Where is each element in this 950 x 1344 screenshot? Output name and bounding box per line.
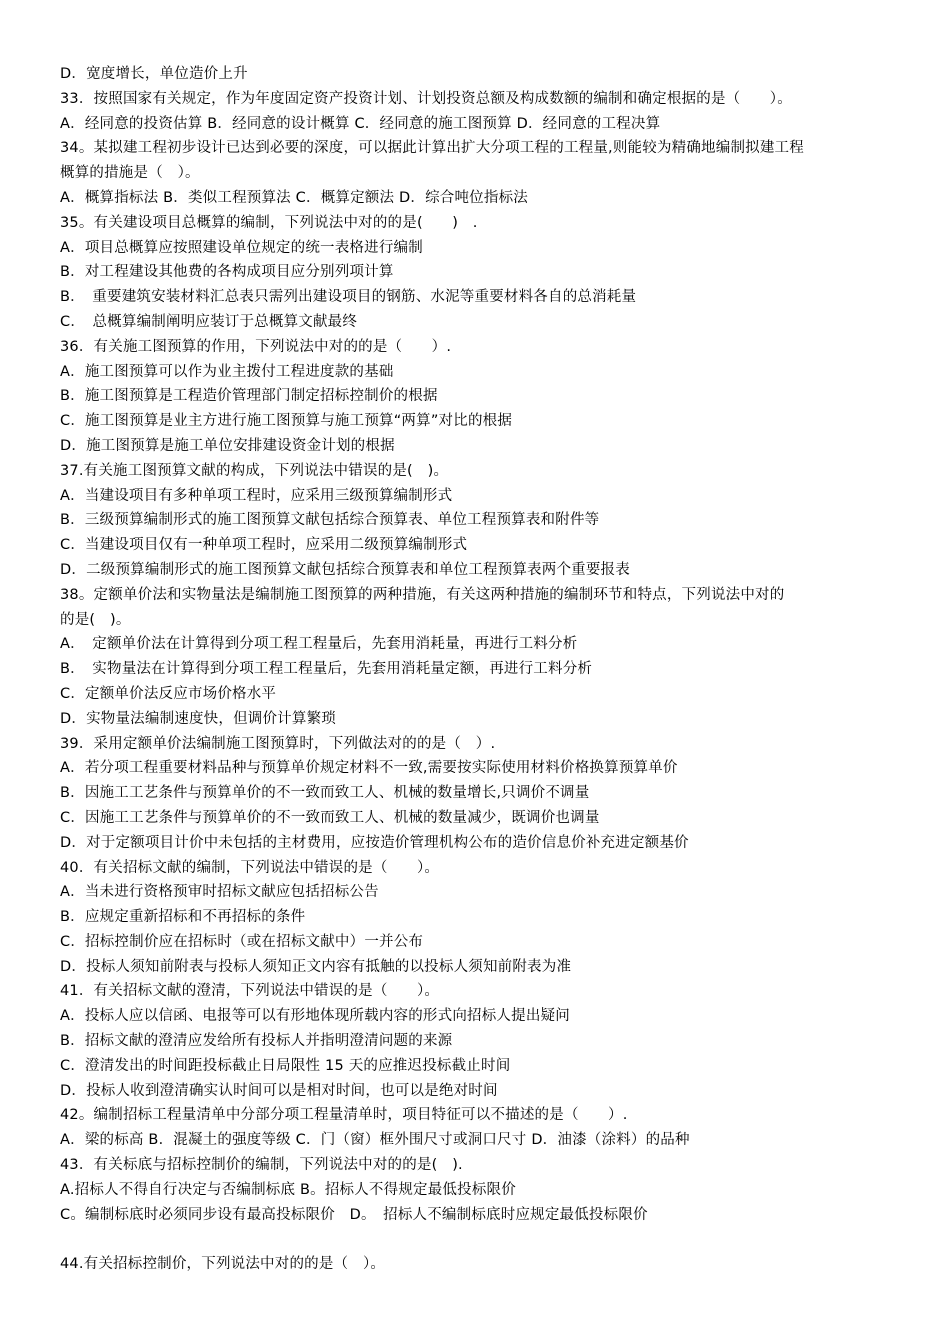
- text-line: A．投标人应以信函、电报等可以有形地体现所载内容的形式向招标人提出疑问: [60, 1008, 570, 1025]
- text-line: B． 实物量法在计算得到分项工程工程量后，先套用消耗量定额，再进行工料分析: [60, 661, 593, 678]
- question-text-block: [60, 62, 900, 1277]
- text-line: C．澄清发出的时间距投标截止日局限性 15 天的应推迟投标截止时间: [60, 1057, 511, 1074]
- text-line: A．经同意的投资估算 B．经同意的设计概算 C．经同意的施工图预算 D．经同意的工程决算: [60, 115, 661, 132]
- text-line: 42。编制招标工程量清单中分部分项工程量清单时，项目特征可以不描述的是（ ）.: [60, 1107, 628, 1124]
- text-line: D．施工图预算是施工单位安排建设资金计划的根据: [60, 437, 395, 454]
- text-line: 36．有关施工图预算的作用，下列说法中对的的是（ ）.: [60, 338, 452, 355]
- text-line: B．招标文献的澄清应发给所有投标人并指明澄清问题的来源: [60, 1033, 453, 1050]
- text-line: B．对工程建设其他费的各构成项目应分别列项计算: [60, 264, 394, 281]
- text-line: 39．采用定额单价法编制施工图预算时，下列做法对的的是（ ）.: [60, 735, 496, 752]
- text-line: C．当建设项目仅有一种单项工程时，应采用二级预算编制形式: [60, 537, 468, 554]
- text-line: A.招标人不得自行决定与否编制标底 B。招标人不得规定最低投标限价: [60, 1181, 516, 1198]
- text-line: 40．有关招标文献的编制，下列说法中错误的是（ ）。: [60, 859, 440, 876]
- text-line: B．施工图预算是工程造价管理部门制定招标控制价的根据: [60, 388, 438, 405]
- text-line: 41．有关招标文献的澄清，下列说法中错误的是（ ）。: [60, 983, 440, 1000]
- text-line: A．当建设项目有多种单项工程时，应采用三级预算编制形式: [60, 487, 453, 504]
- text-line: A．施工图预算可以作为业主拨付工程进度款的基础: [60, 363, 394, 380]
- text-line: A．若分项工程重要材料品种与预算单价规定材料不一致,需要按实际使用材料价格换算预算单价: [60, 760, 678, 777]
- text-line: A．概算指标法 B．类似工程预算法 C．概算定额法 D．综合吨位指标法: [60, 189, 528, 206]
- text-line: B．三级预算编制形式的施工图预算文献包括综合预算表、单位工程预算表和附件等: [60, 512, 600, 529]
- text-line: B． 重要建筑安装材料汇总表只需列出建设项目的钢筋、水泥等重要材料各自的总消耗量: [60, 289, 637, 306]
- text-line: C．招标控制价应在招标时（或在招标文献中）一并公布: [60, 933, 424, 950]
- text-line: D．宽度增长，单位造价上升: [60, 66, 248, 82]
- text-line: D．二级预算编制形式的施工图预算文献包括综合预算表和单位工程预算表两个重要报表: [60, 561, 630, 578]
- text-line: D．投标人须知前附表与投标人须知正文内容有抵触的以投标人须知前附表为准: [60, 958, 572, 975]
- text-line: C。编制标底时必须同步设有最高投标限价 D。 招标人不编制标底时应规定最低投标限价: [60, 1206, 648, 1223]
- text-line: 概算的措施是（ ）。: [60, 165, 200, 182]
- text-line: 43．有关标底与招标控制价的编制，下列说法中对的的是( ).: [60, 1157, 463, 1174]
- text-line: A． 定额单价法在计算得到分项工程工程量后，先套用消耗量，再进行工料分析: [60, 636, 578, 653]
- text-line: D．实物量法编制速度快，但调价计算繁琐: [60, 710, 336, 727]
- text-line: 44.有关招标控制价，下列说法中对的的是（ ）。: [60, 1256, 386, 1273]
- text-line: 的是( )。: [60, 611, 131, 628]
- text-line: 34。某拟建工程初步设计已达到必要的深度，可以据此计算出扩大分项工程的工程量,则能较为精确地编制拟建工程: [60, 140, 804, 157]
- text-line: A．当未进行资格预审时招标文献应包括招标公告: [60, 884, 379, 901]
- text-line: A．梁的标高 B．混凝土的强度等级 C．门（窗）框外围尺寸或洞口尺寸 D．油漆（涂料）的品种: [60, 1132, 690, 1149]
- text-line: C．定额单价法反应市场价格水平: [60, 685, 277, 702]
- text-line: C．施工图预算是业主方进行施工图预算与施工预算“两算”对比的根据: [60, 413, 513, 430]
- text-line: C．因施工工艺条件与预算单价的不一致而致工人、机械的数量减少，既调价也调量: [60, 809, 600, 826]
- text-line: B．因施工工艺条件与预算单价的不一致而致工人、机械的数量增长,只调价不调量: [60, 785, 590, 802]
- text-line: 33．按照国家有关规定，作为年度固定资产投资计划、计划投资总额及构成数额的编制和确定根据的是（ ）。: [60, 90, 792, 107]
- text-line: D．投标人收到澄清确实认时间可以是相对时间，也可以是绝对时间: [60, 1082, 498, 1099]
- text-line: D．对于定额项目计价中未包括的主材费用，应按造价管理机构公布的造价信息价补充进定额基价: [60, 834, 689, 851]
- text-line: 37.有关施工图预算文献的构成，下列说法中错误的是( )。: [60, 462, 449, 479]
- text-line: C． 总概算编制阐明应装订于总概算文献最终: [60, 313, 358, 330]
- text-line: B．应规定重新招标和不再招标的条件: [60, 909, 306, 926]
- text-line: A．项目总概算应按照建设单位规定的统一表格进行编制: [60, 239, 423, 256]
- text-line: 38。定额单价法和实物量法是编制施工图预算的两种措施，有关这两种措施的编制环节和特点，下列说法中对的: [60, 586, 785, 603]
- text-line: 35。有关建设项目总概算的编制，下列说法中对的的是( ) .: [60, 214, 478, 231]
- blank-line: [60, 1227, 900, 1252]
